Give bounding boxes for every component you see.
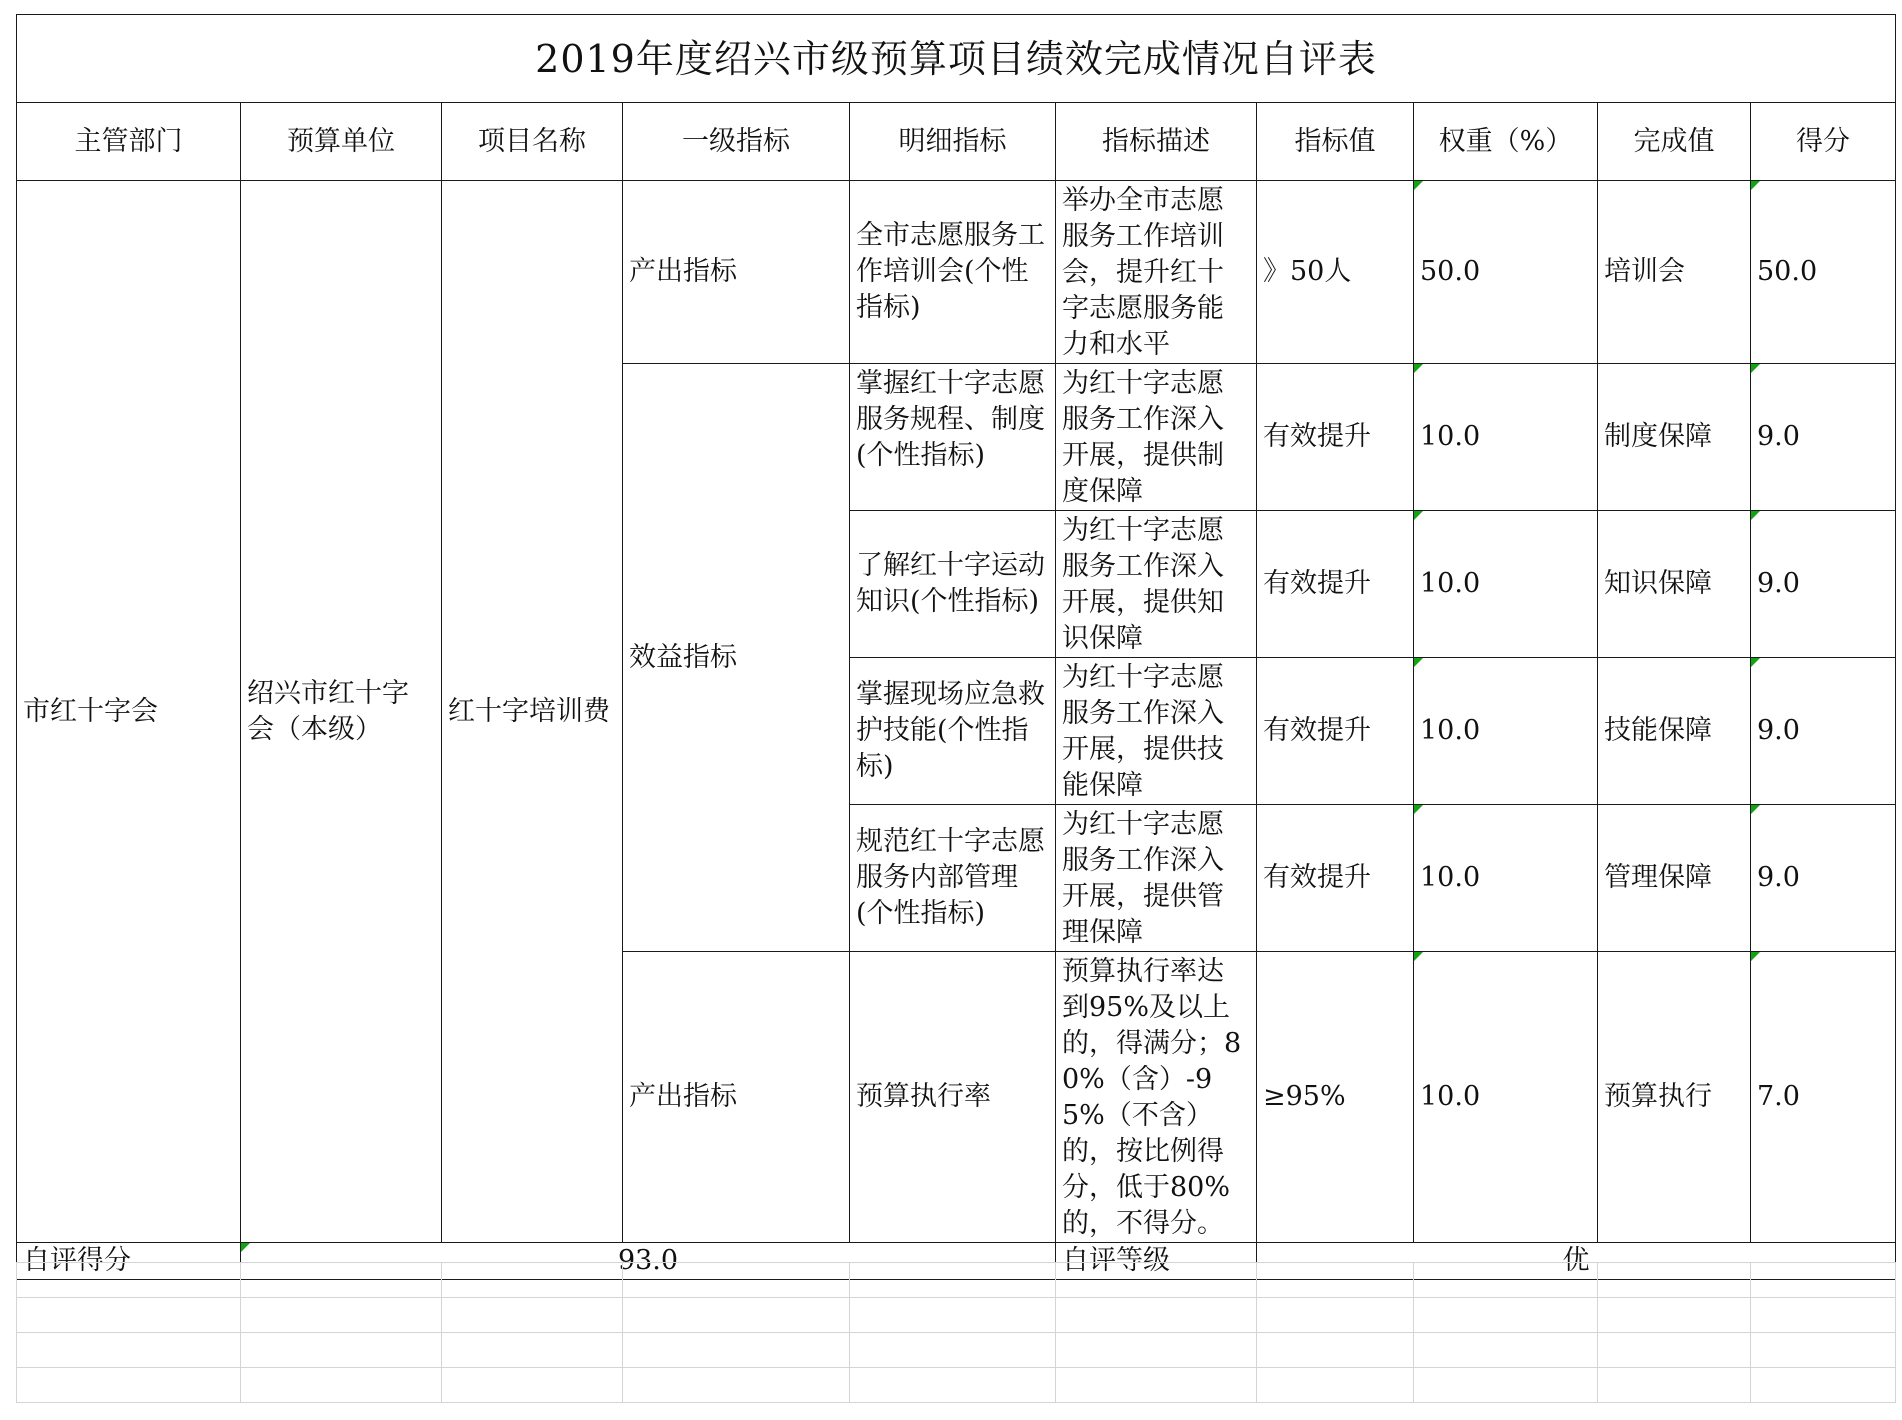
header-weight[interactable]: 权重（%） xyxy=(1414,103,1598,181)
grid-cell[interactable] xyxy=(241,1368,442,1403)
grid-cell[interactable] xyxy=(1257,1333,1414,1368)
grid-cell[interactable] xyxy=(850,1333,1056,1368)
value-cell[interactable]: 有效提升 xyxy=(1257,658,1414,805)
project-cell[interactable]: 红十字培训费 xyxy=(442,181,623,1243)
grid-cell[interactable] xyxy=(850,1263,1056,1298)
weight-cell[interactable]: 10.0 xyxy=(1414,364,1598,511)
header-unit[interactable]: 预算单位 xyxy=(241,103,442,181)
done-cell[interactable]: 预算执行 xyxy=(1598,952,1751,1243)
detail-cell[interactable]: 掌握红十字志愿服务规程、制度(个性指标) xyxy=(850,364,1056,511)
grid-cell[interactable] xyxy=(17,1263,241,1298)
value-cell[interactable]: 有效提升 xyxy=(1257,364,1414,511)
grid-cell[interactable] xyxy=(17,1298,241,1333)
dept-cell[interactable]: 市红十字会 xyxy=(17,181,241,1243)
grid-cell[interactable] xyxy=(1414,1298,1598,1333)
value-cell[interactable]: ≥95% xyxy=(1257,952,1414,1243)
desc-cell[interactable]: 预算执行率达到95%及以上的，得满分；80%（含）-95%（不含）的，按比例得分，低于80%的，不得分。 xyxy=(1056,952,1257,1243)
desc-cell[interactable]: 为红十字志愿服务工作深入开展，提供知识保障 xyxy=(1056,511,1257,658)
grid-cell[interactable] xyxy=(17,1333,241,1368)
weight-cell[interactable]: 10.0 xyxy=(1414,805,1598,952)
grid-cell[interactable] xyxy=(1751,1333,1896,1368)
score-cell[interactable]: 50.0 xyxy=(1751,181,1896,364)
grid-cell[interactable] xyxy=(1751,1368,1896,1403)
table-row xyxy=(17,181,1896,364)
empty-row xyxy=(17,1263,1896,1298)
done-cell[interactable]: 管理保障 xyxy=(1598,805,1751,952)
desc-cell[interactable]: 举办全市志愿服务工作培训会，提升红十字志愿服务能力和水平 xyxy=(1056,181,1257,364)
header-desc[interactable]: 指标描述 xyxy=(1056,103,1257,181)
detail-cell[interactable]: 全市志愿服务工作培训会(个性指标) xyxy=(850,181,1056,364)
done-cell[interactable]: 制度保障 xyxy=(1598,364,1751,511)
desc-cell[interactable]: 为红十字志愿服务工作深入开展，提供制度保障 xyxy=(1056,364,1257,511)
done-cell[interactable]: 技能保障 xyxy=(1598,658,1751,805)
empty-grid xyxy=(16,1262,1896,1403)
level1-cell[interactable]: 产出指标 xyxy=(623,181,850,364)
header-dept[interactable]: 主管部门 xyxy=(17,103,241,181)
level1-cell[interactable]: 效益指标 xyxy=(623,364,850,952)
weight-cell[interactable]: 10.0 xyxy=(1414,511,1598,658)
weight-cell[interactable]: 10.0 xyxy=(1414,658,1598,805)
value-cell[interactable]: 》50人 xyxy=(1257,181,1414,364)
score-cell[interactable]: 9.0 xyxy=(1751,805,1896,952)
detail-cell[interactable]: 规范红十字志愿服务内部管理(个性指标) xyxy=(850,805,1056,952)
grid-cell[interactable] xyxy=(1751,1263,1896,1298)
detail-cell[interactable]: 掌握现场应急救护技能(个性指标) xyxy=(850,658,1056,805)
empty-row xyxy=(17,1333,1896,1368)
grid-cell[interactable] xyxy=(241,1263,442,1298)
grid-cell[interactable] xyxy=(1598,1263,1751,1298)
grid-cell[interactable] xyxy=(1056,1298,1257,1333)
grid-cell[interactable] xyxy=(1414,1263,1598,1298)
empty-row xyxy=(17,1368,1896,1403)
done-cell[interactable]: 知识保障 xyxy=(1598,511,1751,658)
header-project[interactable]: 项目名称 xyxy=(442,103,623,181)
score-cell[interactable]: 9.0 xyxy=(1751,658,1896,805)
weight-cell[interactable]: 50.0 xyxy=(1414,181,1598,364)
header-done[interactable]: 完成值 xyxy=(1598,103,1751,181)
grid-cell[interactable] xyxy=(1751,1298,1896,1333)
done-cell[interactable]: 培训会 xyxy=(1598,181,1751,364)
weight-cell[interactable]: 10.0 xyxy=(1414,952,1598,1243)
grid-cell[interactable] xyxy=(1056,1263,1257,1298)
grid-cell[interactable] xyxy=(1598,1368,1751,1403)
grid-cell[interactable] xyxy=(1056,1368,1257,1403)
value-cell[interactable]: 有效提升 xyxy=(1257,805,1414,952)
unit-cell[interactable]: 绍兴市红十字会（本级） xyxy=(241,181,442,1243)
grid-cell[interactable] xyxy=(1414,1368,1598,1403)
grid-cell[interactable] xyxy=(1598,1333,1751,1368)
detail-cell[interactable]: 预算执行率 xyxy=(850,952,1056,1243)
grid-cell[interactable] xyxy=(1257,1298,1414,1333)
header-detail[interactable]: 明细指标 xyxy=(850,103,1056,181)
self-score-label[interactable]: 自评得分 xyxy=(17,1243,241,1280)
empty-row xyxy=(17,1298,1896,1333)
sheet-title[interactable]: 2019年度绍兴市级预算项目绩效完成情况自评表 xyxy=(17,15,1896,103)
value-cell[interactable]: 有效提升 xyxy=(1257,511,1414,658)
grid-cell[interactable] xyxy=(241,1333,442,1368)
header-level1[interactable]: 一级指标 xyxy=(623,103,850,181)
desc-cell[interactable]: 为红十字志愿服务工作深入开展，提供管理保障 xyxy=(1056,805,1257,952)
grid-cell[interactable] xyxy=(850,1298,1056,1333)
header-row xyxy=(17,103,1896,181)
grid-cell[interactable] xyxy=(1414,1333,1598,1368)
grid-cell[interactable] xyxy=(1598,1298,1751,1333)
grid-cell[interactable] xyxy=(623,1263,850,1298)
grid-cell[interactable] xyxy=(623,1368,850,1403)
grid-cell[interactable] xyxy=(442,1263,623,1298)
grid-cell[interactable] xyxy=(623,1298,850,1333)
score-cell[interactable]: 7.0 xyxy=(1751,952,1896,1243)
self-score-value[interactable]: 93.0 xyxy=(241,1243,1056,1280)
score-cell[interactable]: 9.0 xyxy=(1751,364,1896,511)
grid-cell[interactable] xyxy=(1056,1333,1257,1368)
grid-cell[interactable] xyxy=(623,1333,850,1368)
grid-cell[interactable] xyxy=(241,1298,442,1333)
detail-cell[interactable]: 了解红十字运动知识(个性指标) xyxy=(850,511,1056,658)
grid-cell[interactable] xyxy=(17,1368,241,1403)
grid-cell[interactable] xyxy=(850,1368,1056,1403)
self-grade-label[interactable]: 自评等级 xyxy=(1056,1243,1257,1280)
header-value[interactable]: 指标值 xyxy=(1257,103,1414,181)
grid-cell[interactable] xyxy=(1257,1368,1414,1403)
performance-table xyxy=(16,14,1896,1280)
grid-cell[interactable] xyxy=(442,1333,623,1368)
self-grade-value[interactable]: 优 xyxy=(1257,1243,1896,1280)
level1-cell[interactable]: 产出指标 xyxy=(623,952,850,1243)
grid-cell[interactable] xyxy=(442,1298,623,1333)
desc-cell[interactable]: 为红十字志愿服务工作深入开展，提供技能保障 xyxy=(1056,658,1257,805)
header-score[interactable]: 得分 xyxy=(1751,103,1896,181)
score-cell[interactable]: 9.0 xyxy=(1751,511,1896,658)
grid-cell[interactable] xyxy=(1257,1263,1414,1298)
grid-cell[interactable] xyxy=(442,1368,623,1403)
